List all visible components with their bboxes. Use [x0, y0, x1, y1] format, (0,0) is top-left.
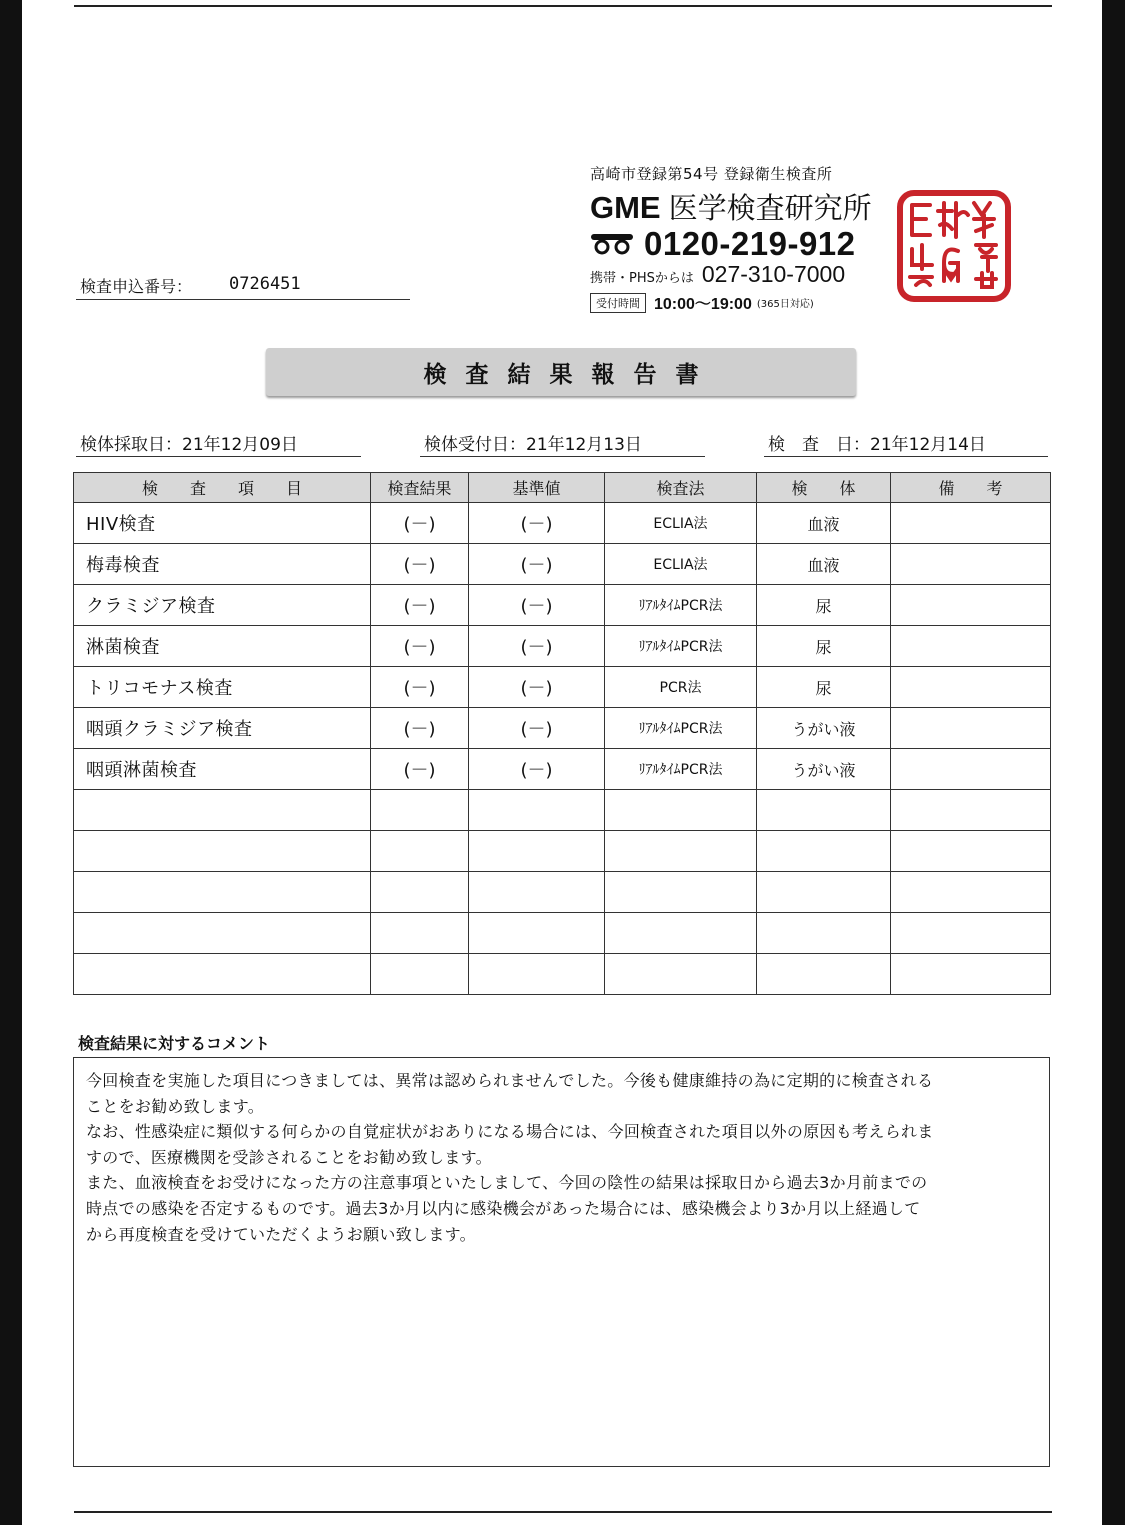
table-header-row [74, 473, 1051, 503]
specimen [757, 872, 891, 913]
reference-value: (－) [469, 544, 605, 585]
specimen: 血液 [757, 503, 891, 544]
comment-line: 時点での感染を否定するものです。過去3か月以内に感染機会があった場合には、感染機会より3か月以上経過して [86, 1198, 921, 1218]
table-row-empty [74, 872, 1051, 913]
comment-line: ことをお勧め致します。 [86, 1096, 265, 1116]
header-reference: 基準値 [469, 473, 605, 503]
reference-value: (－) [469, 503, 605, 544]
test-item: HIV検査 [74, 503, 371, 544]
business-hours [590, 291, 814, 314]
test-item [74, 913, 371, 954]
test-result: (－) [371, 749, 469, 790]
note [891, 708, 1051, 749]
test-result: (－) [371, 503, 469, 544]
phs-label: 携帯・PHSからは [590, 271, 694, 286]
table-row-empty [74, 954, 1051, 995]
table-row [74, 708, 1051, 749]
reference-value [469, 790, 605, 831]
specimen: うがい液 [757, 708, 891, 749]
specimen: 血液 [757, 544, 891, 585]
test-item: クラミジア検査 [74, 585, 371, 626]
reference-value: (－) [469, 667, 605, 708]
reference-value: (－) [469, 585, 605, 626]
top-rule [74, 5, 1052, 7]
comment-box [73, 1057, 1050, 1467]
specimen: うがい液 [757, 749, 891, 790]
test-result: (－) [371, 626, 469, 667]
header-test-item: 検 査 項 目 [74, 473, 371, 503]
test-result [371, 790, 469, 831]
test-method [605, 831, 757, 872]
hours-time: 10:00〜19:00 [654, 296, 752, 313]
specimen [757, 831, 891, 872]
comment-line: から再度検査を受けていただくようお願い致します。 [86, 1224, 476, 1244]
test-method: ECLIA法 [605, 503, 757, 544]
test-item [74, 954, 371, 995]
lab-name-rest: 医学検査研究所 [668, 191, 872, 225]
test-method [605, 872, 757, 913]
test-result [371, 872, 469, 913]
phs-contact [590, 261, 845, 288]
freedial-number: 0120-219-912 [644, 225, 856, 262]
reference-value: (－) [469, 626, 605, 667]
note [891, 626, 1051, 667]
reference-value: (－) [469, 708, 605, 749]
note [891, 544, 1051, 585]
test-result: (－) [371, 544, 469, 585]
specimen [757, 790, 891, 831]
freedial-icon [590, 233, 634, 255]
test-item [74, 872, 371, 913]
header-specimen: 検 体 [757, 473, 891, 503]
note [891, 667, 1051, 708]
header-note: 備 考 [891, 473, 1051, 503]
comment-line: すので、医療機関を受診されることをお勧め致します。 [86, 1147, 492, 1167]
test-method: ﾘｱﾙﾀｲﾑPCR法 [605, 585, 757, 626]
test-item: 梅毒検査 [74, 544, 371, 585]
table-row-empty [74, 913, 1051, 954]
report-title: 検査結果報告書 [266, 348, 856, 396]
table-row [74, 749, 1051, 790]
inspection-date: 検 査 日：21年12月14日 [764, 430, 1048, 457]
table-row-empty [74, 790, 1051, 831]
test-item [74, 831, 371, 872]
reference-value: (－) [469, 749, 605, 790]
comment-line: また、血液検査をお受けになった方の注意事項といたしまして、今回の陰性の結果は採取日から過去3か月前までの [86, 1173, 928, 1193]
test-method: ﾘｱﾙﾀｲﾑPCR法 [605, 749, 757, 790]
note [891, 503, 1051, 544]
comment-heading: 検査結果に対するコメント [78, 1034, 271, 1053]
test-method [605, 954, 757, 995]
table-row-empty [74, 831, 1051, 872]
test-method [605, 790, 757, 831]
reference-value [469, 872, 605, 913]
results-table [73, 472, 1051, 995]
table-row [74, 667, 1051, 708]
collection-date: 検体採取日：21年12月09日 [76, 430, 361, 457]
hours-note: (365日対応) [756, 299, 814, 310]
specimen [757, 954, 891, 995]
comment-line: 今回検査を実施した項目につきましては、異常は認められませんでした。今後も健康維持の為に定期的に検査される [86, 1071, 934, 1090]
header-result: 検査結果 [371, 473, 469, 503]
test-item [74, 790, 371, 831]
test-result [371, 954, 469, 995]
note [891, 585, 1051, 626]
note [891, 913, 1051, 954]
hours-label: 受付時間 [590, 293, 646, 313]
specimen: 尿 [757, 626, 891, 667]
reference-value [469, 831, 605, 872]
note [891, 872, 1051, 913]
header-method: 検査法 [605, 473, 757, 503]
table-row [74, 544, 1051, 585]
lab-name [590, 186, 872, 227]
freedial [590, 224, 856, 264]
lab-brand: GME [590, 190, 661, 225]
table-row [74, 626, 1051, 667]
note [891, 954, 1051, 995]
report-page [22, 0, 1102, 1525]
test-result: (－) [371, 708, 469, 749]
test-result [371, 831, 469, 872]
test-method: ECLIA法 [605, 544, 757, 585]
note [891, 790, 1051, 831]
reference-value [469, 954, 605, 995]
specimen: 尿 [757, 667, 891, 708]
specimen [757, 913, 891, 954]
company-seal-stamp [896, 189, 1012, 303]
comment-line: なお、性感染症に類似する何らかの自覚症状がおありになる場合には、今回検査された項目以外の原因も考えられま [86, 1122, 934, 1142]
application-number-label: 検査申込番号： [80, 277, 193, 296]
test-item: 咽頭淋菌検査 [74, 749, 371, 790]
note [891, 831, 1051, 872]
application-number-value: 0726451 [229, 274, 301, 294]
reference-value [469, 913, 605, 954]
test-method: ﾘｱﾙﾀｲﾑPCR法 [605, 708, 757, 749]
lab-registration: 高崎市登録第54号 登録衛生検査所 [590, 165, 833, 183]
table-row [74, 503, 1051, 544]
test-item: 淋菌検査 [74, 626, 371, 667]
test-item: 咽頭クラミジア検査 [74, 708, 371, 749]
test-item: トリコモナス検査 [74, 667, 371, 708]
test-result: (－) [371, 667, 469, 708]
test-method: PCR法 [605, 667, 757, 708]
test-result [371, 913, 469, 954]
note [891, 749, 1051, 790]
specimen: 尿 [757, 585, 891, 626]
phs-number: 027-310-7000 [701, 261, 846, 287]
received-date: 検体受付日：21年12月13日 [420, 430, 705, 457]
table-row [74, 585, 1051, 626]
test-result: (－) [371, 585, 469, 626]
bottom-rule [74, 1511, 1052, 1513]
test-method [605, 913, 757, 954]
test-method: ﾘｱﾙﾀｲﾑPCR法 [605, 626, 757, 667]
application-number-field [76, 271, 410, 300]
